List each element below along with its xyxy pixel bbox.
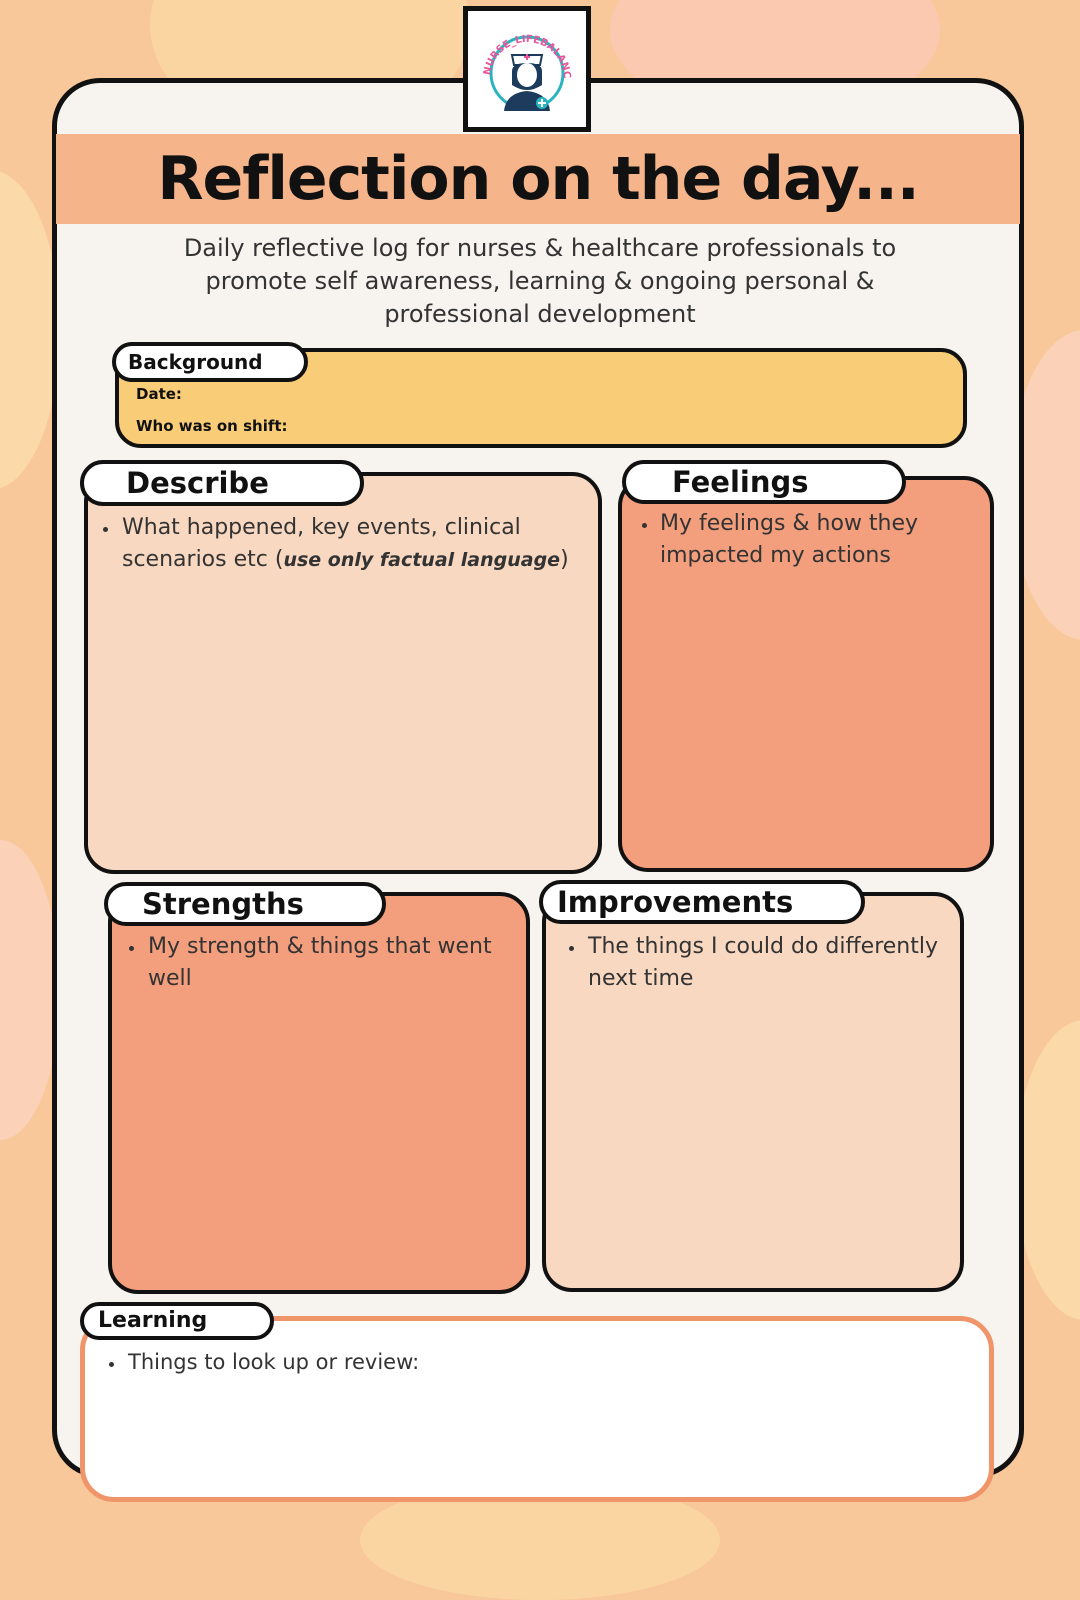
background-blob	[0, 170, 60, 490]
bullet-dot	[103, 527, 108, 532]
feelings-prompt-line: My feelings & how they	[660, 511, 919, 536]
strengths-prompt	[148, 931, 518, 995]
background-blob	[0, 840, 60, 1140]
describe-prompt-text: )	[560, 547, 569, 572]
page-title: Reflection on the day...	[157, 144, 919, 214]
date-field[interactable]: Date:	[136, 385, 182, 403]
shift-field[interactable]: Who was on shift:	[136, 417, 288, 435]
brand-logo	[463, 6, 591, 132]
improvements-prompt-line: The things I could do differently	[588, 934, 938, 959]
describe-prompt-emphasis: use only factual language	[283, 549, 561, 571]
feelings-prompt-line: impacted my actions	[660, 543, 891, 568]
learning-label: Learning	[80, 1302, 274, 1340]
page-subtitle	[80, 232, 1000, 331]
learning-prompt: Things to look up or review:	[128, 1350, 420, 1374]
subtitle-line: professional development	[384, 300, 696, 328]
improvements-label: Improvements	[539, 880, 865, 924]
describe-prompt	[122, 512, 592, 576]
bullet-dot	[642, 523, 647, 528]
describe-prompt-text: scenarios etc (	[122, 547, 284, 572]
subtitle-line: Daily reflective log for nurses & healthcare professionals to	[183, 234, 897, 262]
bullet-dot	[129, 946, 134, 951]
feelings-prompt	[660, 508, 980, 572]
improvements-prompt	[588, 931, 958, 995]
learning-panel[interactable]	[80, 1316, 994, 1502]
feelings-label: Feelings	[622, 460, 906, 504]
strengths-prompt-line: well	[148, 966, 192, 991]
background-blob	[1015, 1020, 1080, 1320]
strengths-label: Strengths	[104, 882, 386, 926]
improvements-prompt-line: next time	[588, 966, 694, 991]
bullet-dot	[109, 1362, 114, 1367]
logo-text: NURSE_LIFEBALANC	[482, 33, 573, 80]
strengths-prompt-line: My strength & things that went	[148, 934, 492, 959]
bullet-dot	[569, 946, 574, 951]
subtitle-line: promote self awareness, learning & ongoing personal &	[205, 267, 875, 295]
describe-prompt-line	[122, 544, 592, 576]
describe-prompt-line: What happened, key events, clinical	[122, 515, 521, 540]
background-label: Background	[112, 342, 308, 382]
describe-label: Describe	[80, 460, 364, 506]
nurse-avatar-icon	[468, 11, 586, 127]
